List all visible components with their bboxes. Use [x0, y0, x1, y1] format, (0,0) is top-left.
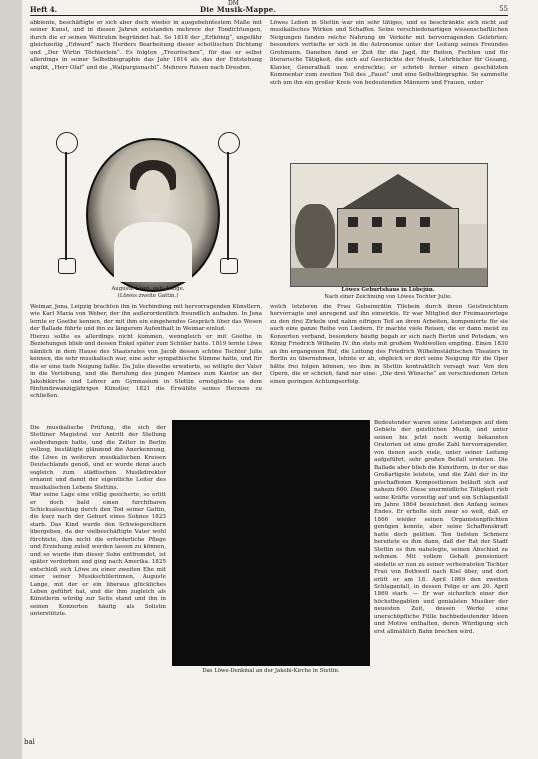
- page-number: 55: [499, 5, 508, 13]
- col2-top-text: Löwes Leben in Stettin war ein sehr tätiges, und es beschränkte sich nicht auf musikalisches Wirken und Schaffen. Seine verschiedenartigen wissenschaftlichen Neigungen fanden reiche Nahrung im Verkehr mit hervorragenden Gelehrten; besonders vertiefte er sich in die Astronomie unter der Leitung seines Freundes Grohmann. Daneben fand er Zeit für die Jagd, für Reiten, Fechten und für literarische Tätigkeit, die sich auf Geschichte der Musik, Lehrbücher für Gesang, Klavier, Generalbaß usw. erstreckte; er schrieb ferner einen geschätzten Kommentar zum zweiten Teil des „Faust“ und eine Selbstbiographie. So sammelte sich um ihn ein großer Kreis von bedeutenden Männern und Frauen, unter: [270, 20, 508, 86]
- left-margin: [0, 0, 22, 759]
- col1-top-text: abbiente, beschäftigte er sich aber doch wieder in ausgebehntestem Maße mit seiner Kunst, und in diesen Jahren entstanden mehrere der Tondichtungen, durch die er seinen Weltruhm begründet hat. So 1818 der „Erlkönig“, ungefähr gleichzeitig „Edward“ nach Herders Bearbeitung dieser schottischen Dichtung und „Der Wirtin Töchterlein“. Es folgten „Treuröschen“, für das er selbst allerdings in seiner Selbstbiographie das Jahr 1814 als das der Entstehung angibt, „Herr Olaf“ und die „Walpurgisnacht“. Mehrere Reisen nach Dresden,: [30, 20, 262, 71]
- portrait-figure: [56, 138, 240, 296]
- birthplace-illustration: [290, 163, 488, 287]
- margin-note: bal: [24, 738, 35, 746]
- portrait-caption: [56, 286, 240, 299]
- ornament-left: [56, 132, 78, 280]
- house-caption-note: Nach einer Zeichnung von Löwes Tochter Julie.: [324, 293, 452, 300]
- monument-caption: Das Löwe-Denkmal an der Jakobi-Kirche in Stettin.: [202, 668, 340, 674]
- journal-logo: DM: [228, 0, 239, 7]
- page-header: [30, 2, 508, 16]
- ornament-right: [218, 132, 240, 280]
- house-caption: [290, 287, 486, 300]
- journal-title: Die Musik-Mappe.: [200, 5, 277, 14]
- col1-low-paragraph-1: Die musikalische Prüfung, die sich der Stettiner Magistrat vor Antritt der Stellung ausbedungen hatte, und die Zelter in Berlin vollzog, bestätigte glänzend die Anerkennung, die Löwe in weiteren musikalischen Kreisen Deutschlands genoß, und er wurde denn auch sogleich zum städtischen Musikdirektor ernannt und damit der eigentliche Leiter des musikalischen Lebens Stettins.: [30, 425, 166, 491]
- monument-photo: [172, 420, 370, 666]
- portrait-image: [86, 138, 220, 292]
- house-caption-title: Löwes Geburtshaus in Löbejün.: [341, 287, 435, 293]
- col1-mid-paragraph-2: Hierzu sollte es allerdings nicht kommen, wenngleich er mit Goethe in Beziehungen blieb und dessen Enkel später zum Schüler hatte. 1819 lernte Löwe nämlich in dem Hause des Staatsrates von Jacob dessen schöne Tochter Julie kennen, die sehr musikalisch war, eine sehr sympathische Stimme hatte, und für die er eine tiefe Neigung faßte. Da Julie dieselbe erwiderte, so willigte der Vater in die Verlobung, und die Berufung des jungen Mannes zum Kantor an der Jakobikirche und Lehrer am Gymnasium in Stettin ermöglichte es dem fünfundzwanzigjährigen Künstler, 1821 die Erwählte seines Herzens zu schließen.: [30, 333, 262, 400]
- portrait-caption-note: (Löwes zweite Gattin.): [117, 292, 179, 299]
- col1-middle-block: [30, 304, 262, 424]
- portrait-caption-name: Auguste Löwe, geb. Lange.: [111, 286, 185, 292]
- col1-mid-paragraph-1: Weimar, Jena, Leipzig brachten ihn in Verbindung mit hervorragenden Künstlern, wie Karl Maria von Weber, der ihn außerordentlich freundlich aufnahm. In Jena lernte er Goethe kennen, der mit ihm ein eingehendes Gespräch über das Wesen der Ballade führte und ihn zu längerem Aufenthalt in Weimar einlud.: [30, 304, 262, 333]
- col1-lower-block: [30, 425, 166, 750]
- col2-middle-text: welch letzteren die Frau Geheimrätin Tilebein durch ihren Geistreichtum hervorragte und anregend auf ihn einwirkte. Er war Mitglied der Freimaurerloge zu den drei Zirkeln und nahm eifrigen Teil an ihren Arbeiten, komponierte für sie auch eine ganze Reihe von Liedern. Er machte viele Reisen, die er dann meist zu Konzerten verband, besonders häufig begab er sich nach Berlin und Potsdam, wo König Friedrich Wilhelm IV. ihn stets mit großem Wohlwollen empfing. Einen 1830 an ihn ergangenen Ruf, die Leitung des Friedrich Wilhelmstädtischen Theaters in Berlin zu übernehmen, lehnte er ab, obgleich er dort seine Neigung für die Oper hätte frei folgen können, wo ihm in Stettin kontraktlich versagt war. Von den Opern, die er schrieb, fand nur eine: „Die drei Wünsche“ an verschiedenen Orten einen geringen Achtungserfolg.: [270, 304, 508, 385]
- col3-lower-text: Bedeutender waren seine Leistungen auf dem Gebiete der geistlichen Musik, und unter seinen bis jetzt noch wenig bekannten Oratorien ist eine große Zahl hervorragender, von denen auch viele, unter seiner Leitung aufgeführt, sehr großen Beifall ernteten. Die Ballade aber blieb die Kunstform, in der er das Großartigste leistete, und die Zahl der in ihr geschaffenen Kompositionen beläuft sich auf nahezu 600. Diese unermüdliche Tätigkeit rieb seine Kräfte vorzeitig auf und ein Schlaganfall im Jahre 1864 bezeichnet den Anfang seines Endes. Er erholte sich zwar so weit, daß er 1866 wieder seinen Organistenpflichten genügen konnte, aber seine Schaffenskraft hatte doch gelitten. Ten tiefsten Schmerz bereitete es ihm dann, daß der Rat der Stadt Stettin es ihm nahelegte, seinen Abschied zu nehmen. Mit vollem Gehalt pensioniert siedelte er nun zu seiner verheirateten Tochter Frau von Bothwell nach Kiel über, und dort erlitt er am 18. April 1869 den zweiten Schlaganfall, in dessen Folge er am 20. April 1869 starb. — Er war sicherlich einer der höchstbegabten und genialsten Musiker der neuesten Zeit, dessen Werke eine unerschöpfliche Fülle hochbedeutender Ideen und Motive enthalten, deren Würdigung sich erst allmählich Bahn brechen wird.: [374, 420, 508, 635]
- header-rule: [30, 15, 508, 16]
- col1-low-paragraph-2: War seine Lage eine völlig gesicherte, so erlitt er doch bald einen furchtbaren Schicksalsschlag durch den Tod seiner Gattin, die kurz nach der Geburt eines Sohnes 1823 starb. Das Kind wurde den Schwiegereltern übergeben, da der vielbeschäftigte Vater wohl fürchtete, ihm nicht die erforderliche Pflege und Erziehung zuteil werden lassen zu können, und so wurde ihm dieser Sohn entfremdet, ist später verdorben und ging nach Amerika. 1825 entschloß sich Löwe zu einer zweiten Ehe mit einer seiner Musikschülerinnen, Auguste Lange, mit der er ein überaus glückliches Leben geführt hat, und die ihm zugleich als Künstlerin würdig zur Seite stand und ihn in seinen Konzerten häufig als Solistin unterstützte.: [30, 492, 166, 618]
- issue-label: Heft 4.: [30, 5, 58, 14]
